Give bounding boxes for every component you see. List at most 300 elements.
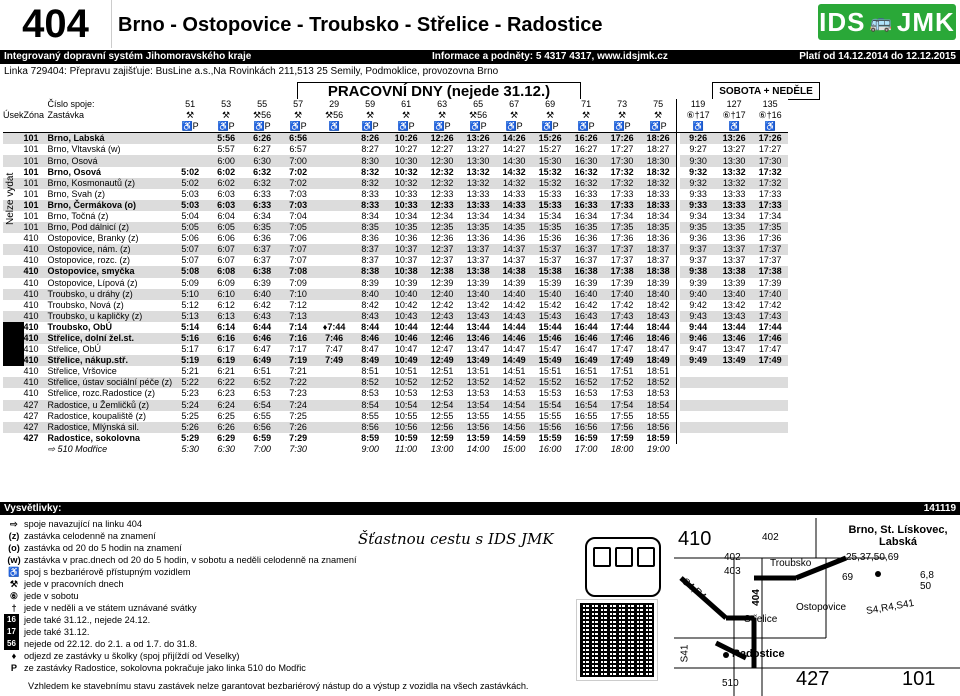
zone-value: 410	[24, 377, 48, 388]
stop-name: Troubsko, u dráhy (z)	[48, 289, 173, 300]
departure-time: 16:51	[574, 366, 598, 377]
departure-time	[316, 222, 352, 233]
zone-value: 101	[24, 133, 48, 145]
departure-time: 16:26	[568, 133, 604, 145]
departure-time: 18:49	[640, 355, 677, 366]
stop-name: Troubsko, u kapličky (z)	[48, 311, 173, 322]
departure-time: 8:56	[352, 422, 388, 433]
departure-time: 18:53	[646, 388, 670, 399]
departure-time: 13:46	[460, 333, 496, 344]
departure-time: 14:47	[502, 344, 526, 355]
departure-time: 16:32	[568, 178, 604, 189]
departure-time: 12:37	[424, 244, 460, 255]
map-zone-403: 403	[724, 566, 741, 577]
zone-value: 410	[24, 355, 48, 366]
legend-text: jede také 31.12., nejede 24.12.	[24, 615, 151, 625]
map-zone-68: 6,8	[920, 570, 934, 581]
legend-item	[4, 590, 357, 602]
departure-time: 17:56	[604, 422, 640, 433]
timetable-row	[3, 322, 788, 333]
departure-time: 7:10	[280, 289, 316, 300]
info-bar	[0, 50, 960, 64]
trip-number: 119	[680, 99, 716, 110]
zone-cell	[24, 121, 48, 133]
departure-time: 14:43	[496, 311, 532, 322]
legend-text: nejede od 22.12. do 2.1. a od 1.7. do 31.8.	[24, 639, 198, 649]
zone-value: 410	[24, 289, 48, 300]
departure-time: 12:26	[424, 133, 460, 145]
departure-time: 5:07	[172, 244, 208, 255]
departure-time: 12:37	[430, 255, 454, 266]
departure-time: 13:26	[460, 133, 496, 145]
map-zone-427: 427	[796, 668, 830, 690]
connection-label: ⇨ 510 Modřice	[47, 443, 108, 454]
departure-time	[316, 189, 352, 200]
departure-time: 16:37	[574, 255, 598, 266]
usek-cell	[3, 300, 24, 311]
departure-time: 6:04	[217, 210, 235, 221]
departure-time: 5:26	[172, 422, 208, 433]
departure-time: 13:46	[716, 333, 752, 344]
stop-name: Brno, Svah (z)	[47, 188, 106, 199]
departure-time: 5:03	[181, 188, 199, 199]
departure-time: 7:07	[280, 244, 316, 255]
departure-time: 10:26	[388, 133, 424, 145]
trip-number: 67	[496, 99, 532, 110]
departure-time	[680, 433, 716, 444]
trip-accessibility: ♿P	[640, 121, 677, 133]
departure-time: 6:55	[253, 410, 271, 421]
departure-time: 16:32	[574, 166, 598, 177]
departure-time: 6:29	[217, 432, 236, 443]
legend-symbol-icon: ♿	[8, 567, 20, 577]
departure-time: 12:27	[430, 144, 454, 155]
departure-time: 10:27	[394, 144, 418, 155]
departure-time: 10:40	[388, 289, 424, 300]
departure-time: 12:47	[430, 344, 454, 355]
trip-accessibility: ♿	[680, 121, 716, 133]
departure-time: 16:52	[568, 377, 604, 388]
map-brno: Brno, St. Lískovec, Labská	[848, 524, 948, 548]
legend-item	[4, 602, 357, 614]
departure-time: 15:37	[538, 255, 562, 266]
map-codes: 25,37,50,69	[846, 552, 899, 563]
map-zone-402b: 402	[724, 552, 741, 563]
departure-time: 8:55	[361, 410, 379, 421]
stop-name: Brno, Točná (z)	[47, 210, 109, 221]
departure-time: 13:43	[460, 311, 496, 322]
wish-text: Šťastnou cestu s IDS JMK	[358, 530, 554, 548]
explanations-bar	[0, 502, 960, 515]
info-bar-system: Integrovaný dopravní systém Jihomoravského kraje	[4, 51, 252, 62]
connection-time: 14:00	[466, 443, 490, 454]
departure-time: 10:32	[394, 166, 418, 177]
departure-time: 8:26	[352, 133, 388, 145]
trip-accessibility: ♿P	[208, 121, 244, 133]
departure-time: 5:22	[172, 377, 208, 388]
departure-time: 9:43	[680, 311, 716, 322]
departure-time	[316, 300, 352, 311]
departure-time: 8:33	[361, 188, 379, 199]
trip-accessibility: ♿P	[460, 121, 496, 133]
departure-time: 17:26	[604, 133, 640, 145]
departure-time: 18:37	[646, 255, 670, 266]
departure-time: 14:54	[496, 400, 532, 411]
zone-value: 101	[24, 178, 48, 189]
trip-accessibility: ♿P	[172, 121, 208, 133]
connection-time: 9:00	[361, 443, 379, 454]
qr-code[interactable]	[577, 600, 657, 680]
departure-time: 6:21	[217, 366, 235, 377]
stop-name: Střelice, rozc.Radostice (z)	[47, 388, 156, 399]
departure-time: 12:30	[424, 155, 460, 166]
departure-time: 6:54	[244, 400, 280, 411]
departure-time: 5:13	[172, 311, 208, 322]
trip-symbols: ⚒	[424, 110, 460, 121]
departure-time: 6:57	[289, 144, 307, 155]
ids-jmk-logo: IDS 🚌 JMK	[818, 4, 956, 40]
trip-number: 51	[172, 99, 208, 110]
departure-time: 6:16	[208, 333, 244, 344]
departure-time: 8:53	[361, 388, 379, 399]
departure-time: 15:30	[532, 155, 568, 166]
departure-time: 15:35	[532, 222, 568, 233]
connection-row	[3, 444, 788, 455]
departure-time: 5:08	[172, 266, 208, 277]
departure-time: 15:47	[538, 344, 562, 355]
departure-time: 9:46	[680, 333, 716, 344]
departure-time: 10:33	[388, 200, 424, 211]
trip-number: 73	[604, 99, 640, 110]
trip-number: 75	[640, 99, 677, 110]
departure-time: 10:37	[388, 244, 424, 255]
departure-time: 13:30	[460, 155, 496, 166]
departure-time: 6:19	[208, 355, 244, 366]
trip-accessibility: ♿	[316, 121, 352, 133]
connection-time: 18:00	[610, 443, 634, 454]
departure-time: 10:33	[394, 188, 418, 199]
map-zone-69: 69	[842, 572, 854, 583]
departure-time: 17:35	[604, 222, 640, 233]
departure-time: 7:19	[280, 355, 316, 366]
departure-time: 10:49	[388, 355, 424, 366]
stop-name: Brno, Osová	[47, 166, 102, 177]
departure-time	[316, 289, 352, 300]
timetable-row	[3, 433, 788, 444]
departure-time: 10:44	[394, 321, 418, 332]
departure-time: 12:46	[424, 333, 460, 344]
departure-time: 17:32	[758, 166, 782, 177]
departure-time: 6:25	[217, 410, 235, 421]
departure-time: 13:49	[716, 355, 752, 366]
usek-cell	[3, 377, 24, 388]
departure-time: 6:42	[253, 299, 271, 310]
section-weekend: SOBOTA + NEDĚLE	[712, 82, 820, 100]
departure-time	[680, 411, 716, 422]
departure-time: 16:47	[574, 344, 598, 355]
departure-time: 6:03	[208, 200, 244, 211]
departure-time: 5:14	[181, 321, 200, 332]
trip-number: 29	[316, 99, 352, 110]
trip-symbols: ⚒	[172, 110, 208, 121]
departure-time: 17:49	[752, 355, 788, 366]
trip-symbols: ⚒	[280, 110, 316, 121]
departure-time: 5:03	[172, 200, 208, 211]
departure-time: 10:34	[394, 210, 418, 221]
departure-time: 15:32	[538, 166, 562, 177]
trip-number-label: Číslo spoje:	[48, 99, 173, 110]
departure-time	[172, 155, 208, 166]
departure-time: 13:39	[466, 277, 490, 288]
connection-time: 17:00	[574, 443, 598, 454]
stop-name: Brno, Labská	[48, 133, 173, 145]
departure-time: 7:02	[289, 166, 308, 177]
departure-time: 17:40	[752, 289, 788, 300]
departure-time: 13:44	[466, 321, 490, 332]
stop-name: Brno, Kosmonautů (z)	[48, 178, 173, 189]
departure-time: 17:42	[610, 299, 634, 310]
departure-time: 14:49	[496, 355, 532, 366]
departure-time: 13:35	[716, 222, 752, 233]
departure-time: 9:26	[680, 133, 716, 145]
zone-value: 410	[23, 233, 39, 244]
departure-time: 10:35	[388, 222, 424, 233]
legend-item	[4, 662, 357, 674]
header-row-accessibility	[3, 121, 788, 133]
line-number: 404	[0, 0, 112, 48]
departure-time: 7:09	[289, 277, 307, 288]
departure-time: 17:37	[610, 255, 634, 266]
departure-time: 5:12	[181, 299, 199, 310]
departure-time: 12:32	[430, 166, 454, 177]
departure-time: 13:49	[460, 355, 496, 366]
timetable-row	[3, 200, 788, 211]
legend-symbol-icon: ⑥	[9, 591, 19, 601]
departure-time: 14:39	[502, 277, 526, 288]
departure-time	[172, 144, 208, 155]
departure-time: 15:40	[532, 289, 568, 300]
departure-time: 5:56	[208, 133, 244, 145]
departure-time: 12:52	[424, 377, 460, 388]
departure-time: 16:54	[568, 400, 604, 411]
legend-text: spoj s bezbariérově přístupným vozidlem	[24, 567, 191, 577]
departure-time: 7:47	[325, 344, 343, 355]
departure-time: 13:44	[722, 321, 746, 332]
trip-number: 65	[460, 99, 496, 110]
departure-time: 5:23	[181, 388, 199, 399]
departure-time: 15:33	[532, 200, 568, 211]
trip-number: 127	[716, 99, 752, 110]
departure-time: 7:23	[289, 388, 307, 399]
map-zone-404: 404	[750, 589, 762, 606]
departure-time: 17:46	[752, 333, 788, 344]
map-strelice: Střelice	[744, 614, 778, 625]
info-bar-contact: Informace a podněty: 5 4317 4317, www.idsjmk.cz	[432, 51, 668, 62]
departure-time: 15:42	[538, 299, 562, 310]
departure-time: 5:25	[181, 410, 199, 421]
departure-time: 15:52	[532, 377, 568, 388]
zone-value: 427	[24, 400, 48, 411]
departure-time: 17:34	[758, 210, 782, 221]
departure-time: 8:35	[352, 222, 388, 233]
departure-time: 14:27	[502, 144, 526, 155]
timetable-row	[3, 388, 788, 399]
departure-time: 8:43	[352, 311, 388, 322]
departure-time: 7:13	[280, 311, 316, 322]
departure-time: 16:46	[568, 333, 604, 344]
usek-label: Úsek	[3, 110, 24, 121]
departure-time: 17:32	[752, 178, 788, 189]
departure-time	[752, 433, 788, 444]
departure-time	[752, 377, 788, 388]
departure-time: 7:02	[280, 178, 316, 189]
departure-time: 12:51	[430, 366, 454, 377]
legend-symbol-icon: (w)	[7, 555, 21, 565]
departure-time: 8:37	[352, 244, 388, 255]
zone-value: 410	[23, 299, 39, 310]
timetable-row	[3, 211, 788, 222]
departure-time: 18:37	[640, 244, 677, 255]
legend-item	[4, 626, 357, 638]
departure-time: 14:53	[502, 388, 526, 399]
departure-time: 13:55	[466, 410, 490, 421]
departure-time: 15:49	[532, 355, 568, 366]
timetable-row	[3, 411, 788, 422]
departure-time: 6:24	[208, 400, 244, 411]
departure-time: 6:59	[253, 432, 272, 443]
departure-time: 6:40	[244, 289, 280, 300]
departure-time: 6:13	[208, 311, 244, 322]
departure-time: 18:35	[640, 222, 677, 233]
stop-name: Radostice, Mlýnská sil.	[48, 422, 173, 433]
departure-time: 12:54	[424, 400, 460, 411]
zone-value: 427	[24, 422, 48, 433]
departure-time: 6:07	[208, 244, 244, 255]
departure-time: 15:27	[538, 144, 562, 155]
departure-time: 17:54	[604, 400, 640, 411]
departure-time: 13:27	[466, 144, 490, 155]
departure-time: 9:39	[689, 277, 707, 288]
departure-time: 12:59	[430, 432, 454, 443]
departure-time: 6:47	[253, 344, 271, 355]
usek-cell	[3, 266, 24, 277]
departure-time	[316, 377, 352, 388]
departure-time	[316, 311, 352, 322]
departure-time: 8:44	[361, 321, 380, 332]
departure-time: 14:36	[502, 233, 526, 244]
stop-name: Troubsko, Nová (z)	[47, 299, 124, 310]
departure-time: 17:33	[758, 188, 782, 199]
stop-name: Střelice, ústav sociální péče (z)	[47, 377, 173, 388]
legend-item	[4, 554, 357, 566]
connection-time: 13:00	[430, 443, 454, 454]
departure-time: 8:27	[361, 144, 379, 155]
departure-time: 13:37	[722, 255, 746, 266]
departure-time: 9:38	[680, 266, 716, 277]
departure-time	[316, 167, 352, 178]
departure-time: 17:32	[604, 178, 640, 189]
departure-time: 5:10	[172, 289, 208, 300]
departure-time: 10:56	[388, 422, 424, 433]
departure-time: 16:59	[574, 432, 598, 443]
zone-value: 427	[23, 410, 39, 421]
departure-time	[316, 278, 352, 289]
departure-time: 7:07	[289, 255, 307, 266]
departure-time: 12:55	[430, 410, 454, 421]
departure-time: 10:53	[394, 388, 418, 399]
departure-time: 12:35	[424, 222, 460, 233]
timetable-row	[3, 144, 788, 155]
departure-time: 9:47	[689, 344, 707, 355]
departure-time: 5:06	[181, 233, 199, 244]
usek-cell	[3, 99, 24, 110]
departure-time: 13:27	[722, 144, 746, 155]
usek-cell	[3, 355, 24, 366]
legend-item	[4, 638, 357, 650]
trip-symbols: ⚒	[532, 110, 568, 121]
departure-time: 18:59	[646, 432, 670, 443]
departure-time: 6:36	[253, 233, 271, 244]
legend-item	[4, 542, 357, 554]
trip-number: 59	[352, 99, 388, 110]
departure-time: 14:52	[496, 377, 532, 388]
departure-time: 17:30	[604, 155, 640, 166]
operator-info: Linka 729404: Přepravu zajišťuje: BusLine a.s.,Na Rovinkách 211,513 25 Semily, Podmoklice, provozovna Brno	[4, 66, 499, 77]
timetable-row	[3, 244, 788, 255]
departure-time	[716, 400, 752, 411]
departure-time: 5:05	[172, 222, 208, 233]
departure-time: 8:40	[352, 289, 388, 300]
timetable-row	[3, 300, 788, 311]
section-workdays: PRACOVNÍ DNY (nejede 31.12.)	[297, 82, 581, 100]
departure-time: 6:56	[280, 133, 316, 145]
departure-time: 14:33	[496, 200, 532, 211]
logo-right-text: JMK	[896, 6, 955, 37]
connection-time: 11:00	[395, 443, 417, 454]
zone-value: 101	[24, 200, 48, 211]
departure-time: 6:46	[244, 333, 280, 344]
departure-time: 6:35	[244, 222, 280, 233]
legend-text: zastávka celodenně na znamení	[24, 531, 156, 541]
departure-time: 18:27	[646, 144, 670, 155]
legend-item	[4, 530, 357, 542]
departure-time: 15:51	[538, 366, 562, 377]
departure-time: 18:33	[646, 188, 670, 199]
departure-time: 13:42	[466, 299, 490, 310]
departure-time: 6:37	[244, 244, 280, 255]
departure-time: 10:42	[394, 299, 418, 310]
timetable-row	[3, 155, 788, 166]
departure-time: 7:05	[280, 222, 316, 233]
zone-value: 410	[23, 388, 39, 399]
departure-time: 10:47	[394, 344, 418, 355]
departure-time: 18:46	[640, 333, 677, 344]
departure-time: 13:47	[466, 344, 490, 355]
departure-time: 18:44	[646, 321, 670, 332]
stop-name: Brno, Pod dálnicí (z)	[48, 222, 173, 233]
zone-cell	[24, 444, 48, 455]
stop-name: Radostice, u Žemličků (z)	[48, 400, 173, 411]
stop-name: Střelice, ObÚ	[47, 344, 102, 355]
departure-time: 14:55	[502, 410, 526, 421]
zone-value: 101	[23, 144, 39, 155]
trip-accessibility: ♿P	[604, 121, 640, 133]
departure-time: 14:37	[496, 244, 532, 255]
usek-cell	[3, 433, 24, 444]
departure-time: 8:34	[361, 210, 379, 221]
departure-time	[316, 178, 352, 189]
legend-symbol-icon: (z)	[8, 531, 20, 541]
